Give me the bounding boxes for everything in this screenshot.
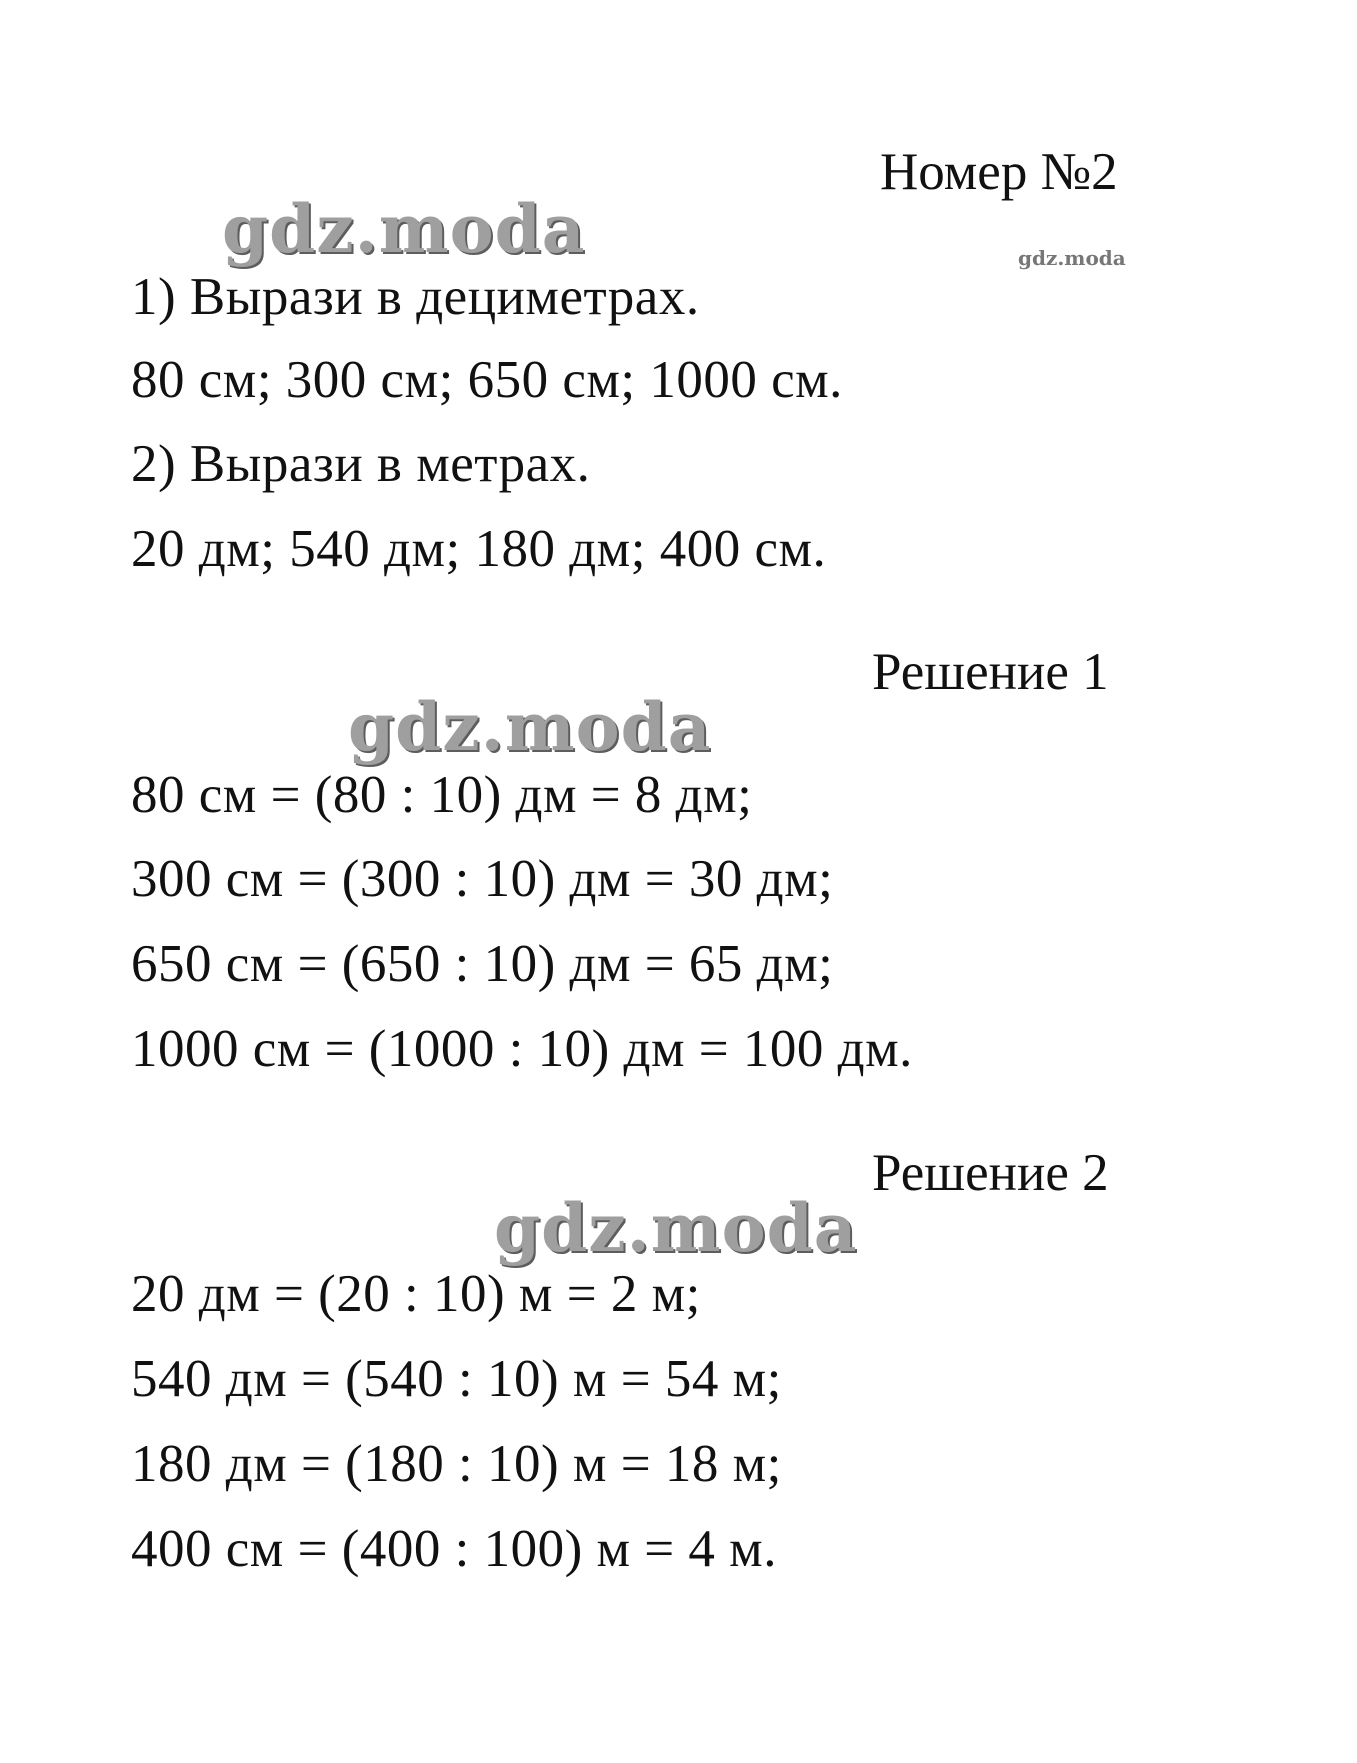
solution-2-line: 180 дм = (180 : 10) м = 18 м; xyxy=(131,1435,782,1493)
watermark-logo-small: gdz.moda xyxy=(1018,246,1126,270)
task-line-3: 2) Вырази в метрах. xyxy=(131,435,591,493)
solution-1-heading: Решение 1 xyxy=(872,643,1109,701)
task-number-heading: Номер №2 xyxy=(880,143,1118,201)
task-line-1: 1) Вырази в дециметрах. xyxy=(131,268,700,326)
solution-1-line: 300 см = (300 : 10) дм = 30 дм; xyxy=(131,850,834,908)
solution-2-line: 540 дм = (540 : 10) м = 54 м; xyxy=(131,1350,782,1408)
solution-1-line: 80 см = (80 : 10) дм = 8 дм; xyxy=(131,766,753,824)
solution-1-line: 1000 см = (1000 : 10) дм = 100 дм. xyxy=(131,1020,913,1078)
watermark-logo: gdz.moda xyxy=(222,190,586,268)
task-line-2: 80 см; 300 см; 650 см; 1000 см. xyxy=(131,351,843,409)
solution-2-line: 20 дм = (20 : 10) м = 2 м; xyxy=(131,1265,701,1323)
task-line-4: 20 дм; 540 дм; 180 дм; 400 см. xyxy=(131,520,827,578)
solution-2-line: 400 см = (400 : 100) м = 4 м. xyxy=(131,1520,777,1578)
solution-1-line: 650 см = (650 : 10) дм = 65 дм; xyxy=(131,935,834,993)
watermark-logo: gdz.moda xyxy=(494,1189,858,1267)
solution-2-heading: Решение 2 xyxy=(872,1144,1109,1202)
watermark-logo: gdz.moda xyxy=(348,688,712,766)
